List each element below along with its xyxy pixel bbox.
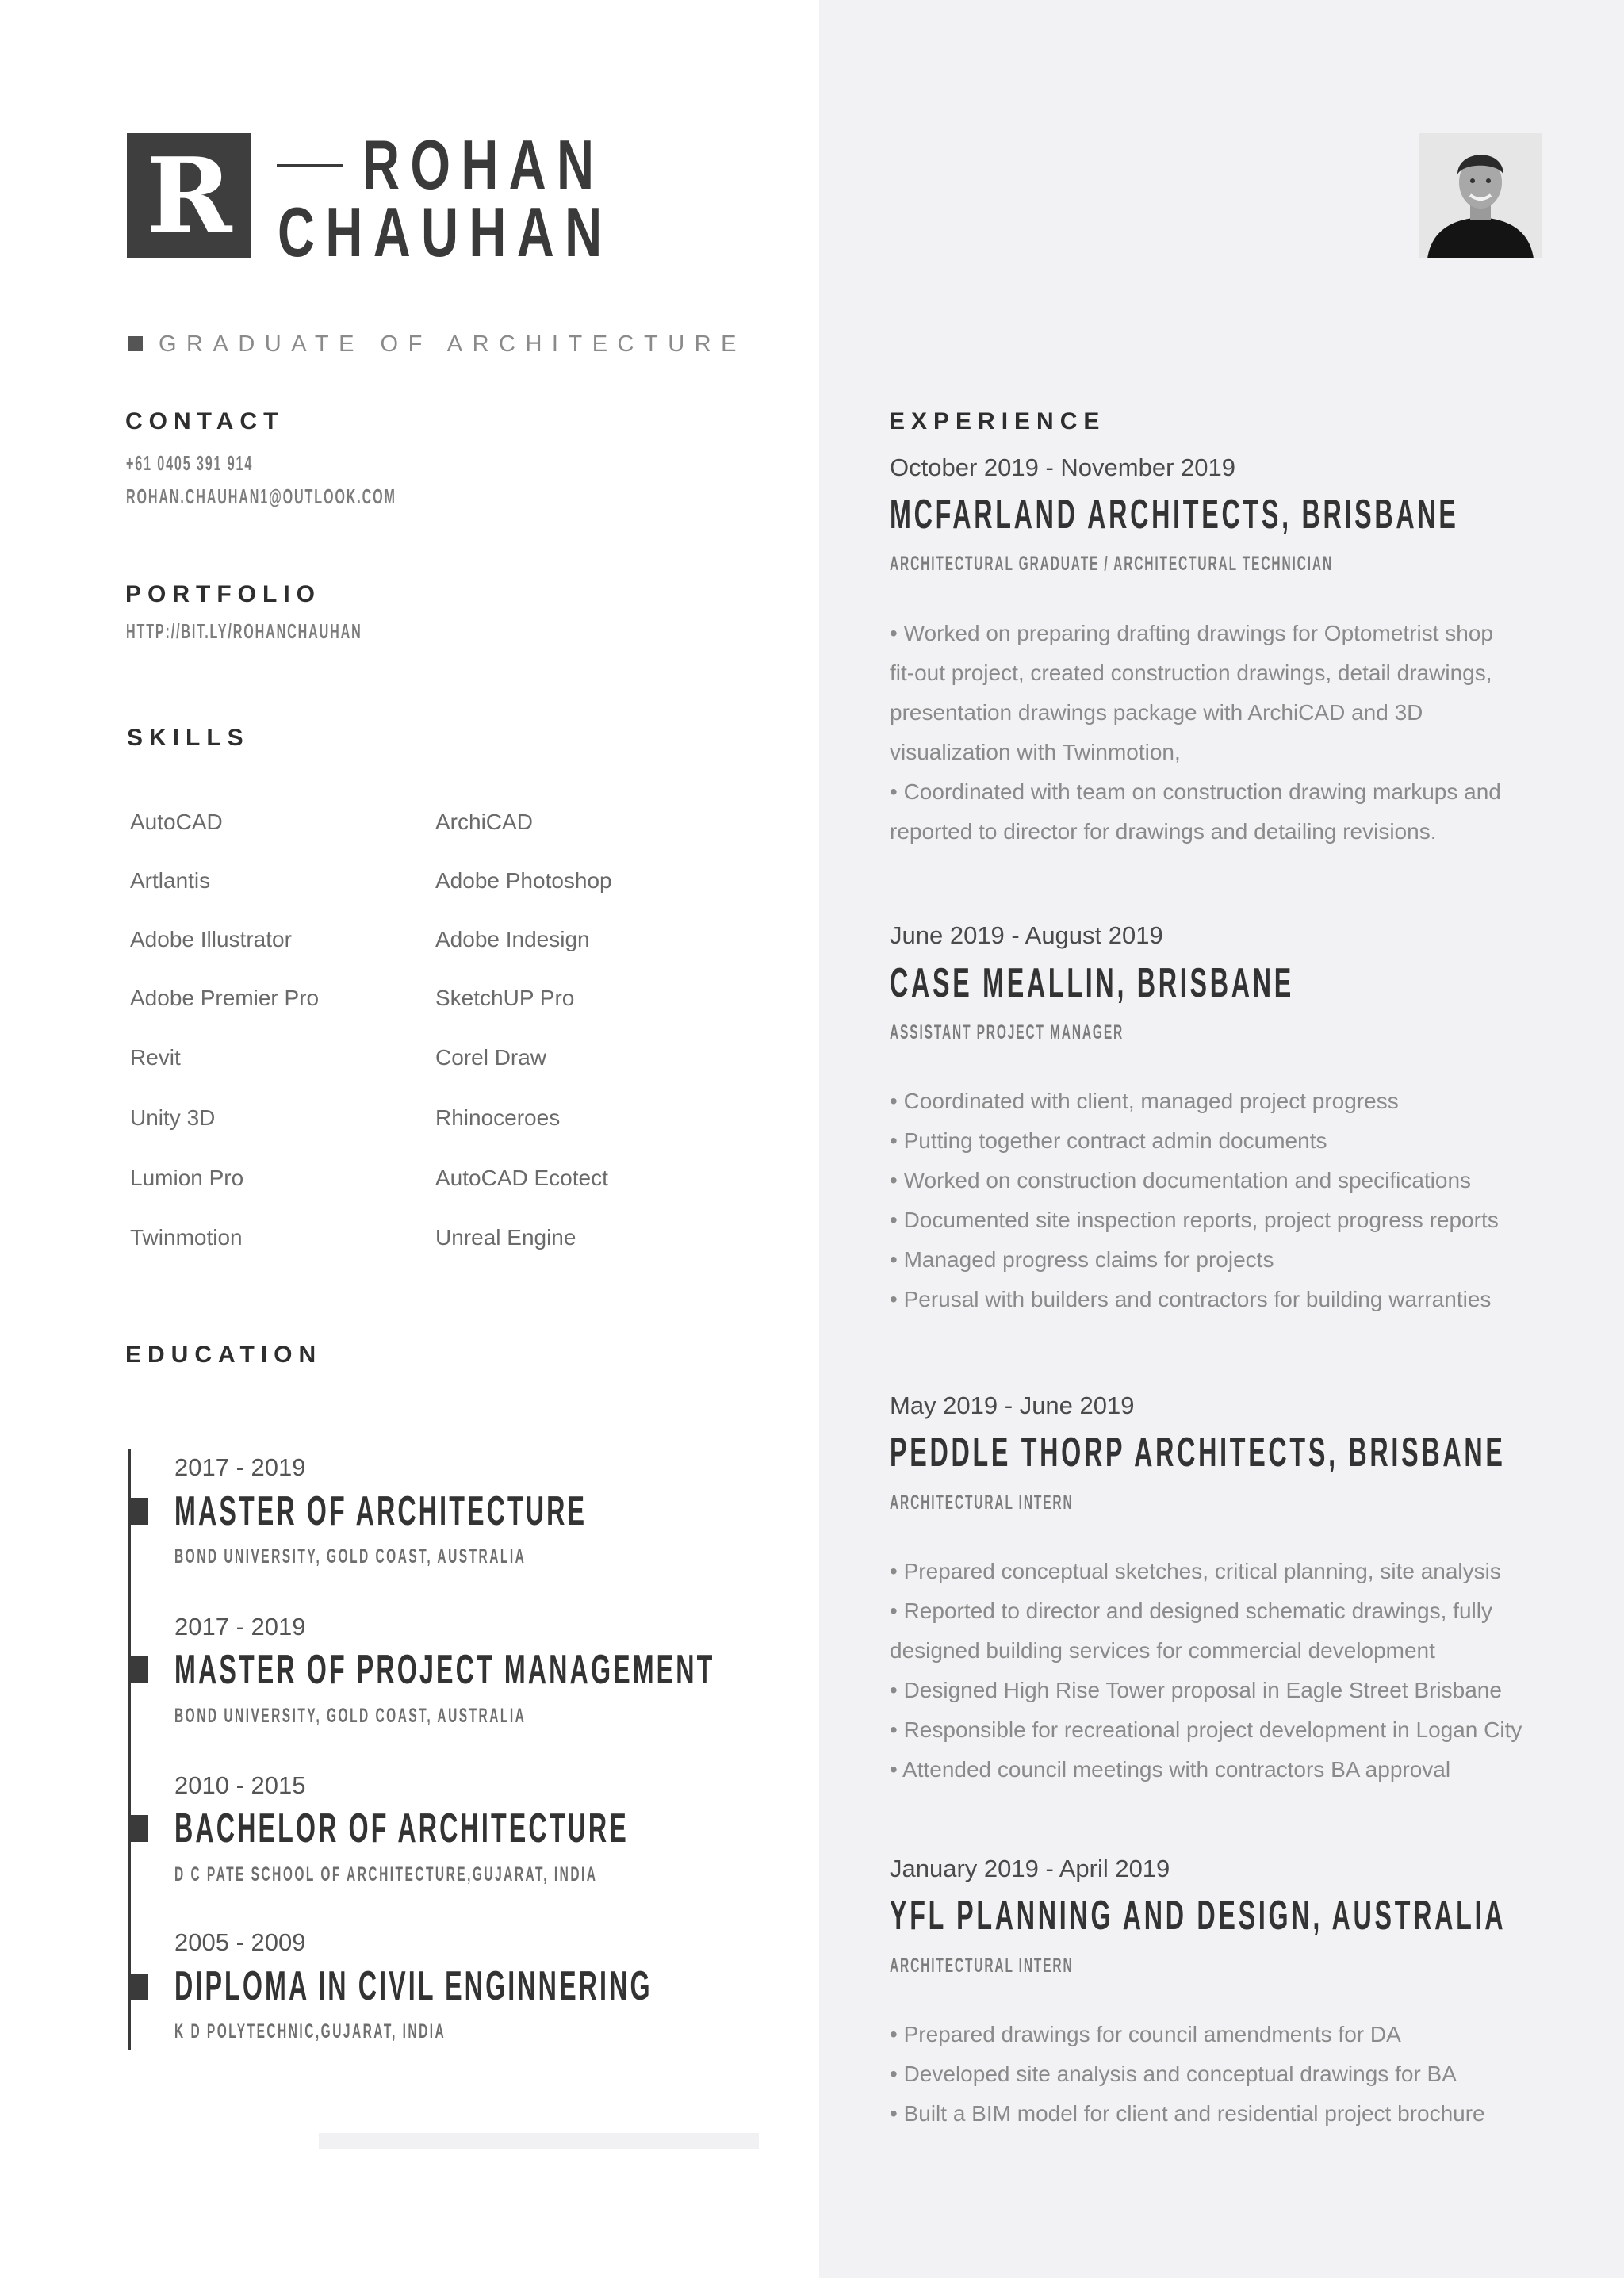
duty-line: • Built a BIM model for client and residential project brochure	[890, 2101, 1485, 2126]
job-company: YFL PLANNING AND DESIGN, AUSTRALIA	[890, 1893, 1507, 1939]
skill-item: Artlantis	[130, 868, 211, 893]
skill-item: Unity 3D	[130, 1105, 216, 1130]
duty-line: designed building services for commercial development	[890, 1638, 1435, 1663]
skill-item: Adobe Photoshop	[435, 868, 612, 893]
timeline-marker	[129, 1656, 148, 1683]
last-name: CHAUHAN	[278, 193, 613, 271]
education-timeline	[128, 1449, 131, 2050]
duty-line: fit-out project, created construction drawings, detail drawings,	[890, 660, 1492, 685]
subtitle: GRADUATE OF ARCHITECTURE	[159, 331, 746, 357]
skill-item: AutoCAD Ecotect	[435, 1166, 608, 1190]
timeline-marker	[129, 1974, 148, 2000]
duty-line: • Worked on preparing drafting drawings for Optometrist shop	[890, 621, 1493, 645]
duty-line: • Attended council meetings with contractors BA approval	[890, 1757, 1451, 1782]
contact-heading: CONTACT	[125, 408, 285, 435]
job-role: ASSISTANT PROJECT MANAGER	[890, 1021, 1124, 1043]
duty-line: visualization with Twinmotion,	[890, 740, 1181, 764]
portfolio-link[interactable]: HTTP://BIT.LY/ROHANCHAUHAN	[126, 619, 362, 643]
job-duties	[890, 2015, 1485, 2134]
education-school: BOND UNIVERSITY, GOLD COAST, AUSTRALIA	[174, 1545, 527, 1568]
duty-line: • Perusal with builders and contractors for building warranties	[890, 1287, 1492, 1311]
duty-line: • Responsible for recreational project development in Logan City	[890, 1717, 1522, 1742]
education-degree: MASTER OF ARCHITECTURE	[174, 1488, 588, 1534]
duty-line: • Coordinated with team on construction drawing markups and	[890, 779, 1501, 804]
skill-item: AutoCAD	[130, 810, 223, 834]
education-school: K D POLYTECHNIC,GUJARAT, INDIA	[174, 2020, 446, 2043]
education-years: 2010 - 2015	[174, 1771, 306, 1799]
education-years: 2017 - 2019	[174, 1613, 306, 1641]
subtitle-bullet	[128, 336, 143, 351]
duty-line: • Reported to director and designed schematic drawings, fully	[890, 1598, 1492, 1623]
first-name: ROHAN	[362, 125, 605, 204]
skill-item: Adobe Premier Pro	[130, 986, 320, 1010]
education-school: D C PATE SCHOOL OF ARCHITECTURE,GUJARAT, INDIA	[174, 1863, 598, 1886]
duty-line: • Developed site analysis and conceptual drawings for BA	[890, 2062, 1457, 2086]
skill-item: Corel Draw	[435, 1045, 547, 1070]
job-company: CASE MEALLIN, BRISBANE	[890, 960, 1294, 1006]
job-role: ARCHITECTURAL INTERN	[890, 1491, 1074, 1514]
footer-bar	[319, 2133, 759, 2149]
portfolio-heading: PORTFOLIO	[125, 581, 321, 607]
skill-item: Unreal Engine	[435, 1225, 576, 1250]
job-duties	[890, 1082, 1499, 1319]
skill-item: ArchiCAD	[435, 810, 533, 834]
duty-line: reported to director for drawings and detailing revisions.	[890, 819, 1437, 844]
skill-item: Adobe Indesign	[435, 927, 590, 951]
skills-heading: SKILLS	[127, 725, 250, 751]
skill-item: Revit	[130, 1045, 181, 1070]
experience-heading: EXPERIENCE	[889, 408, 1106, 435]
duty-line: • Prepared conceptual sketches, critical planning, site analysis	[890, 1559, 1501, 1583]
duty-line: • Putting together contract admin documents	[890, 1128, 1327, 1153]
duty-line: • Designed High Rise Tower proposal in Eagle Street Brisbane	[890, 1678, 1502, 1702]
duty-line: • Managed progress claims for projects	[890, 1247, 1274, 1272]
skill-item: Adobe Illustrator	[130, 927, 292, 951]
education-heading: EDUCATION	[125, 1342, 323, 1368]
timeline-marker	[129, 1498, 148, 1525]
job-duties	[890, 1552, 1522, 1790]
duty-line: • Prepared drawings for council amendments for DA	[890, 2022, 1401, 2046]
timeline-marker	[129, 1815, 148, 1842]
job-role: ARCHITECTURAL INTERN	[890, 1954, 1074, 1977]
skill-item: Rhinoceroes	[435, 1105, 561, 1130]
job-dates: June 2019 - August 2019	[890, 921, 1163, 949]
contact-phone[interactable]: +61 0405 391 914	[126, 451, 254, 475]
duty-line: • Documented site inspection reports, project progress reports	[890, 1208, 1499, 1232]
profile-photo	[1419, 133, 1542, 258]
education-years: 2005 - 2009	[174, 1928, 306, 1956]
skill-item: SketchUP Pro	[435, 986, 575, 1010]
education-degree: BACHELOR OF ARCHITECTURE	[174, 1805, 629, 1851]
duty-line: • Coordinated with client, managed project progress	[890, 1089, 1399, 1113]
job-company: MCFARLAND ARCHITECTS, BRISBANE	[890, 492, 1459, 538]
job-company: PEDDLE THORP ARCHITECTS, BRISBANE	[890, 1430, 1506, 1476]
skill-item: Twinmotion	[130, 1225, 243, 1250]
name-dash	[277, 164, 343, 167]
logo-monogram	[127, 133, 251, 258]
education-school: BOND UNIVERSITY, GOLD COAST, AUSTRALIA	[174, 1705, 527, 1727]
job-dates: May 2019 - June 2019	[890, 1392, 1135, 1419]
contact-email[interactable]: ROHAN.CHAUHAN1@OUTLOOK.COM	[126, 484, 396, 508]
job-duties	[890, 614, 1501, 852]
logo-letter: R	[146, 135, 232, 256]
education-degree: DIPLOMA IN CIVIL ENGINNERING	[174, 1963, 653, 2009]
duty-line: • Worked on construction documentation and specifications	[890, 1168, 1472, 1193]
education-degree: MASTER OF PROJECT MANAGEMENT	[174, 1647, 715, 1693]
duty-line: presentation drawings package with ArchiCAD and 3D	[890, 700, 1423, 725]
education-years: 2017 - 2019	[174, 1453, 306, 1481]
job-dates: January 2019 - April 2019	[890, 1855, 1170, 1882]
skill-item: Lumion Pro	[130, 1166, 244, 1190]
job-role: ARCHITECTURAL GRADUATE / ARCHITECTURAL TECHNICIAN	[890, 553, 1333, 575]
job-dates: October 2019 - November 2019	[890, 454, 1235, 481]
